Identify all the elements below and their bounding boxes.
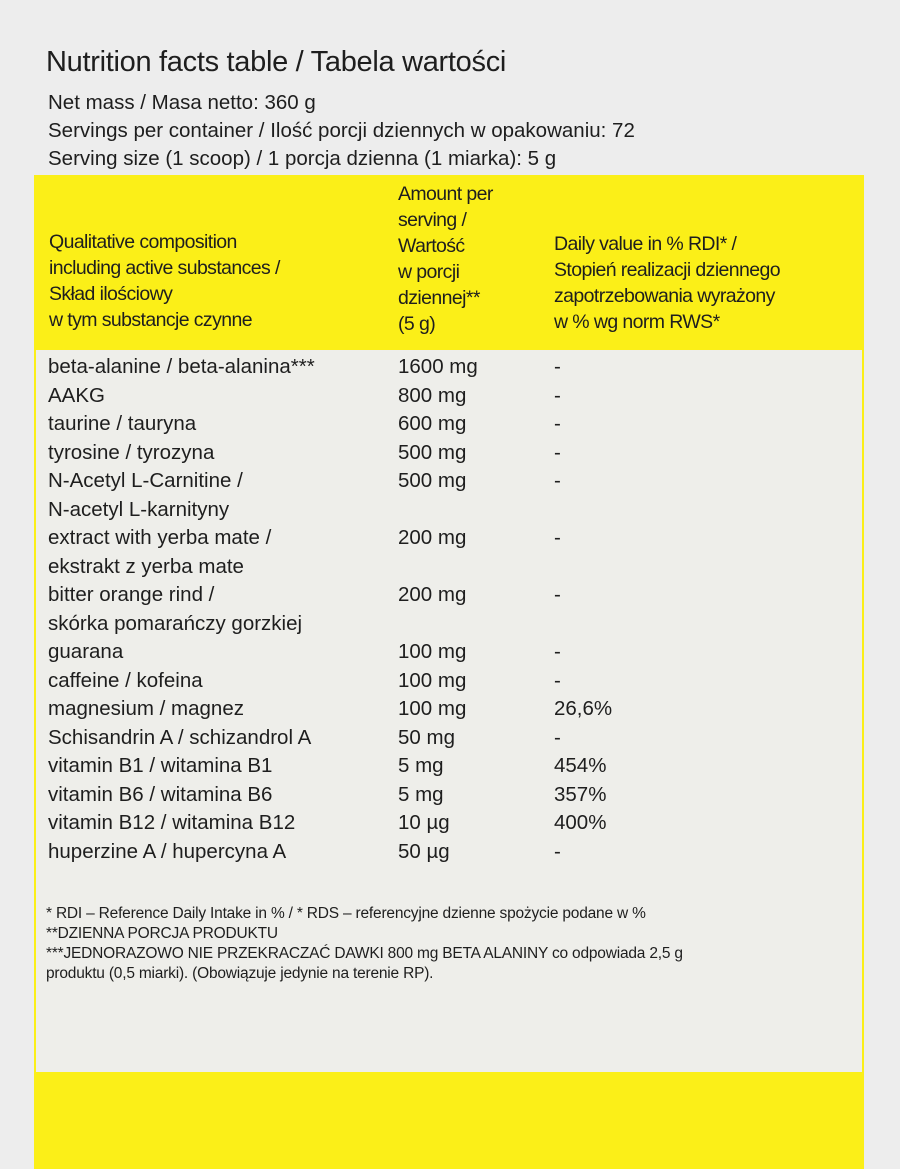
header-composition-line: including active substances / [49, 257, 280, 279]
ingredient-daily-value: - [554, 526, 561, 549]
ingredient-amount: 600 mg [398, 412, 467, 435]
ingredient-name [48, 752, 272, 781]
ingredient-name-line: N-Acetyl L-Carnitine / [48, 469, 243, 492]
table-header [34, 175, 864, 350]
header-composition [49, 229, 369, 333]
header-daily-value-line: Daily value in % RDI* / [554, 233, 737, 255]
table-row [34, 353, 864, 382]
table-footer [34, 1072, 864, 1169]
ingredient-name-line: beta-alanine / beta-alanina*** [48, 355, 315, 378]
ingredient-daily-value: - [554, 355, 561, 378]
header-composition-line: Skład ilościowy [49, 283, 173, 305]
serving-size: Serving size (1 scoop) / 1 porcja dzienna (1 miarka): 5 g [48, 147, 557, 170]
ingredient-name [48, 809, 295, 838]
table-row [34, 809, 864, 838]
footnote: **DZIENNA PORCJA PRODUKTU [46, 925, 278, 942]
ingredient-daily-value: - [554, 640, 561, 663]
ingredient-name-line: bitter orange rind / [48, 583, 215, 606]
ingredient-amount: 1600 mg [398, 355, 478, 378]
header-daily-value-line: zapotrzebowania wyrażony [554, 285, 775, 307]
header-amount-line: w porcji [398, 261, 460, 283]
ingredient-amount: 50 mg [398, 725, 455, 749]
table-row [34, 752, 864, 781]
header-amount [398, 181, 548, 337]
ingredient-name [48, 439, 214, 468]
footnote: ***JEDNORAZOWO NIE PRZEKRACZAĆ DAWKI 800 mg BETA ALANINY co odpowiada 2,5 g [46, 945, 683, 962]
table-row [34, 724, 864, 753]
ingredient-name [48, 638, 123, 667]
ingredient-amount: 100 mg [398, 697, 467, 720]
header-amount-line: Wartość [398, 235, 465, 257]
ingredient-name [48, 667, 203, 696]
ingredient-amount: 100 mg [398, 668, 467, 692]
header-composition-line: w tym substancje czynne [49, 309, 252, 331]
ingredient-name [48, 581, 302, 638]
footnote: produktu (0,5 miarki). (Obowiązuje jedynie na terenie RP). [46, 965, 434, 982]
table-row [34, 439, 864, 468]
footnote: * RDI – Reference Daily Intake in % / * RDS – referencyjne dzienne spożycie podane w % [46, 905, 646, 922]
ingredient-name-line: skórka pomarańczy gorzkiej [48, 611, 303, 635]
ingredient-name [48, 410, 196, 439]
ingredient-daily-value: 26,6% [554, 697, 613, 720]
ingredient-amount: 10 µg [398, 811, 450, 834]
ingredient-amount: 500 mg [398, 440, 467, 464]
ingredient-name [48, 524, 271, 581]
ingredient-daily-value: - [554, 383, 561, 407]
ingredient-rows [34, 353, 864, 866]
header-amount-line: dziennej** [398, 287, 480, 309]
ingredient-amount: 500 mg [398, 469, 467, 492]
ingredient-amount: 800 mg [398, 383, 467, 407]
ingredient-name-line: taurine / tauryna [48, 412, 197, 435]
header-composition-line: Qualitative composition [49, 231, 237, 253]
ingredient-amount: 50 µg [398, 839, 450, 863]
header-daily-value [554, 231, 854, 335]
table-row [34, 382, 864, 411]
table-row [34, 838, 864, 867]
ingredient-name [48, 695, 244, 724]
ingredient-name [48, 724, 311, 753]
table-row [34, 524, 864, 581]
ingredient-amount: 200 mg [398, 526, 467, 549]
ingredient-amount: 5 mg [398, 782, 444, 806]
ingredient-name [48, 353, 315, 382]
header-amount-line: (5 g) [398, 313, 436, 335]
ingredient-daily-value: - [554, 668, 561, 692]
ingredient-name-line: guarana [48, 640, 124, 663]
ingredient-name-line: tyrosine / tyrozyna [48, 440, 215, 464]
ingredient-daily-value: 400% [554, 811, 607, 834]
table-row [34, 695, 864, 724]
footnotes [46, 904, 861, 984]
ingredient-name-line: ekstrakt z yerba mate [48, 554, 244, 578]
ingredient-name-line: AAKG [48, 383, 105, 407]
ingredient-name-line: vitamin B1 / witamina B1 [48, 754, 273, 777]
servings-per-container: Servings per container / Ilość porcji dziennych w opakowaniu: 72 [48, 119, 635, 142]
ingredient-name-line: vitamin B12 / witamina B12 [48, 811, 296, 834]
ingredient-name-line: extract with yerba mate / [48, 526, 272, 549]
ingredient-name-line: Schisandrin A / schizandrol A [48, 725, 312, 749]
header-amount-line: Amount per [398, 183, 493, 205]
ingredient-daily-value: 454% [554, 754, 607, 777]
ingredient-name [48, 781, 272, 810]
ingredient-name-line: N-acetyl L-karnityny [48, 497, 230, 521]
product-meta [48, 89, 635, 173]
header-daily-value-line: Stopień realizacji dziennego [554, 259, 781, 281]
page-title: Nutrition facts table / Tabela wartości [46, 46, 507, 78]
table-row [34, 410, 864, 439]
table-row [34, 638, 864, 667]
ingredient-amount: 100 mg [398, 640, 467, 663]
ingredient-daily-value: - [554, 440, 561, 464]
header-amount-line: serving / [398, 209, 467, 231]
net-mass: Net mass / Masa netto: 360 g [48, 91, 316, 114]
ingredient-name [48, 467, 243, 524]
ingredient-daily-value: - [554, 583, 561, 606]
ingredient-name-line: huperzine A / hupercyna A [48, 839, 287, 863]
header-daily-value-line: w % wg norm RWS* [554, 311, 720, 333]
ingredient-name-line: vitamin B6 / witamina B6 [48, 782, 273, 806]
ingredient-name-line: magnesium / magnez [48, 697, 244, 720]
table-row [34, 467, 864, 524]
ingredient-amount: 5 mg [398, 754, 444, 777]
ingredient-amount: 200 mg [398, 583, 467, 606]
ingredient-daily-value: - [554, 412, 561, 435]
ingredient-name [48, 382, 105, 411]
ingredient-daily-value: 357% [554, 782, 607, 806]
ingredient-daily-value: - [554, 469, 561, 492]
ingredient-daily-value: - [554, 839, 561, 863]
table-row [34, 581, 864, 638]
ingredient-name [48, 838, 286, 867]
table-row [34, 781, 864, 810]
table-row [34, 667, 864, 696]
ingredient-name-line: caffeine / kofeina [48, 668, 203, 692]
ingredient-daily-value: - [554, 725, 561, 749]
